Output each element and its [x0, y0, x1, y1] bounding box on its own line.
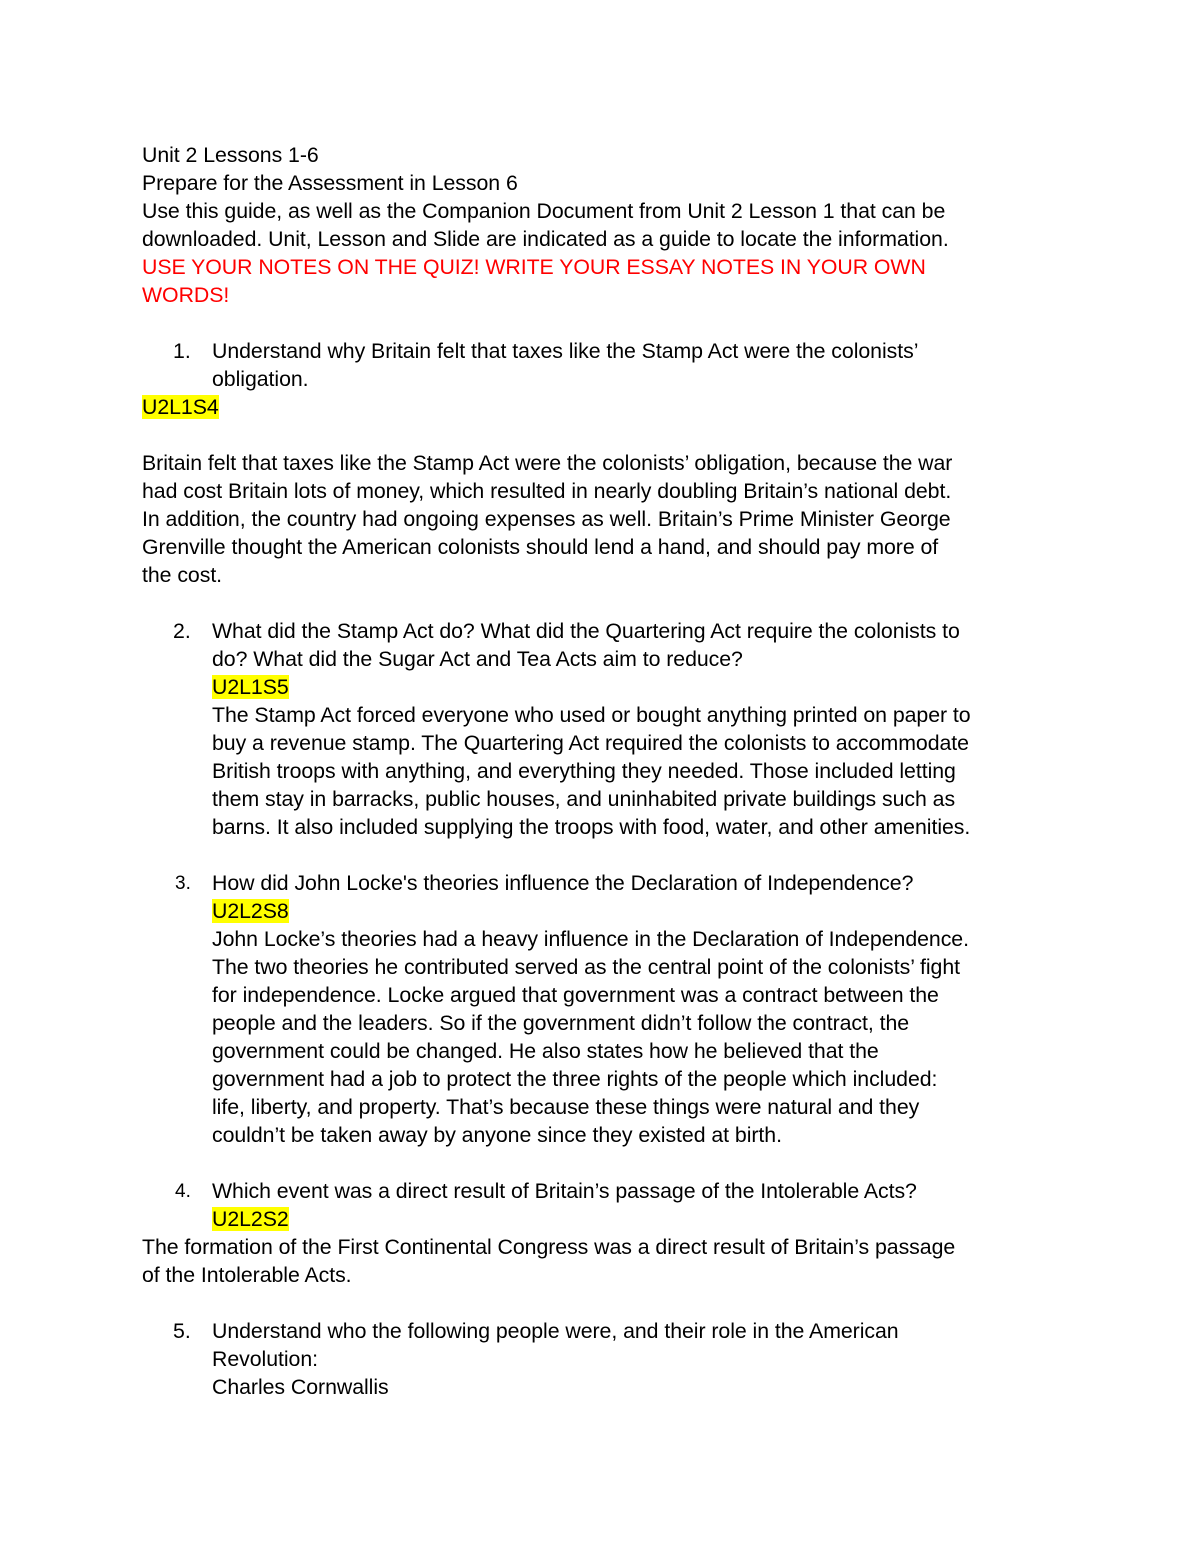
answer-3-line: couldn’t be taken away by anyone since they existed at birth.: [212, 1123, 782, 1147]
question-1-number: 1.: [173, 339, 191, 363]
warning-line-1: USE YOUR NOTES ON THE QUIZ! WRITE YOUR ESSAY NOTES IN YOUR OWN: [142, 255, 926, 279]
answer-1-line: had cost Britain lots of money, which resulted in nearly doubling Britain’s national debt.: [142, 479, 952, 503]
answer-3-line: for independence. Locke argued that government was a contract between the: [212, 983, 939, 1007]
question-1-text-1: Understand why Britain felt that taxes like the Stamp Act were the colonists’: [212, 339, 919, 363]
question-2-text-1: What did the Stamp Act do? What did the Quartering Act require the colonists to: [212, 619, 960, 643]
question-1-text-2: obligation.: [212, 367, 309, 391]
answer-4-line: of the Intolerable Acts.: [142, 1263, 352, 1287]
question-4-text: Which event was a direct result of Britain’s passage of the Intolerable Acts?: [212, 1179, 917, 1203]
answer-1-line: Grenville thought the American colonists should lend a hand, and should pay more of: [142, 535, 939, 559]
answer-2-line: them stay in barracks, public houses, and uninhabited private buildings such as: [212, 787, 956, 811]
question-3-text: How did John Locke's theories influence the Declaration of Independence?: [212, 871, 914, 895]
question-2-ref: U2L1S5: [212, 675, 289, 699]
answer-2-line: British troops with anything, and everything they needed. Those included letting: [212, 759, 956, 783]
answer-3-line: The two theories he contributed served as the central point of the colonists’ fight: [212, 955, 960, 979]
person-name: Charles Cornwallis: [212, 1375, 389, 1399]
warning-line-2: WORDS!: [142, 283, 230, 307]
answer-1-line: Britain felt that taxes like the Stamp Act were the colonists’ obligation, because the war: [142, 451, 953, 475]
question-3-ref: U2L2S8: [212, 899, 289, 923]
question-3-number: 3.: [175, 873, 191, 894]
guide-line-1: Use this guide, as well as the Companion Document from Unit 2 Lesson 1 that can be: [142, 199, 946, 223]
unit-heading: Unit 2 Lessons 1-6: [142, 143, 319, 167]
question-5-text-1: Understand who the following people were, and their role in the American: [212, 1319, 899, 1343]
answer-1-line: In addition, the country had ongoing expenses as well. Britain’s Prime Minister George: [142, 507, 951, 531]
answer-3-line: people and the leaders. So if the government didn’t follow the contract, the: [212, 1011, 910, 1035]
answer-3-line: John Locke’s theories had a heavy influence in the Declaration of Independence.: [212, 927, 969, 951]
prepare-line: Prepare for the Assessment in Lesson 6: [142, 171, 518, 195]
answer-2-line: buy a revenue stamp. The Quartering Act required the colonists to accommodate: [212, 731, 969, 755]
question-5-number: 5.: [173, 1319, 191, 1343]
answer-1-line: the cost.: [142, 563, 223, 587]
question-4-ref: U2L2S2: [212, 1207, 289, 1231]
answer-2-line: barns. It also included supplying the troops with food, water, and other amenities.: [212, 815, 971, 839]
answer-2-line: The Stamp Act forced everyone who used or bought anything printed on paper to: [212, 703, 971, 727]
question-1-ref: U2L1S4: [142, 395, 219, 419]
guide-line-2: downloaded. Unit, Lesson and Slide are indicated as a guide to locate the information.: [142, 227, 949, 251]
answer-3-line: government could be changed. He also states how he believed that the: [212, 1039, 879, 1063]
answer-3-line: life, liberty, and property. That’s because these things were natural and they: [212, 1095, 920, 1119]
question-5-text-2: Revolution:: [212, 1347, 318, 1371]
answer-4-line: The formation of the First Continental Congress was a direct result of Britain’s passage: [142, 1235, 956, 1259]
question-2-number: 2.: [173, 619, 191, 643]
question-4-number: 4.: [175, 1181, 191, 1202]
question-2-text-2: do? What did the Sugar Act and Tea Acts aim to reduce?: [212, 647, 743, 671]
answer-3-line: government had a job to protect the three rights of the people which included:: [212, 1067, 938, 1091]
